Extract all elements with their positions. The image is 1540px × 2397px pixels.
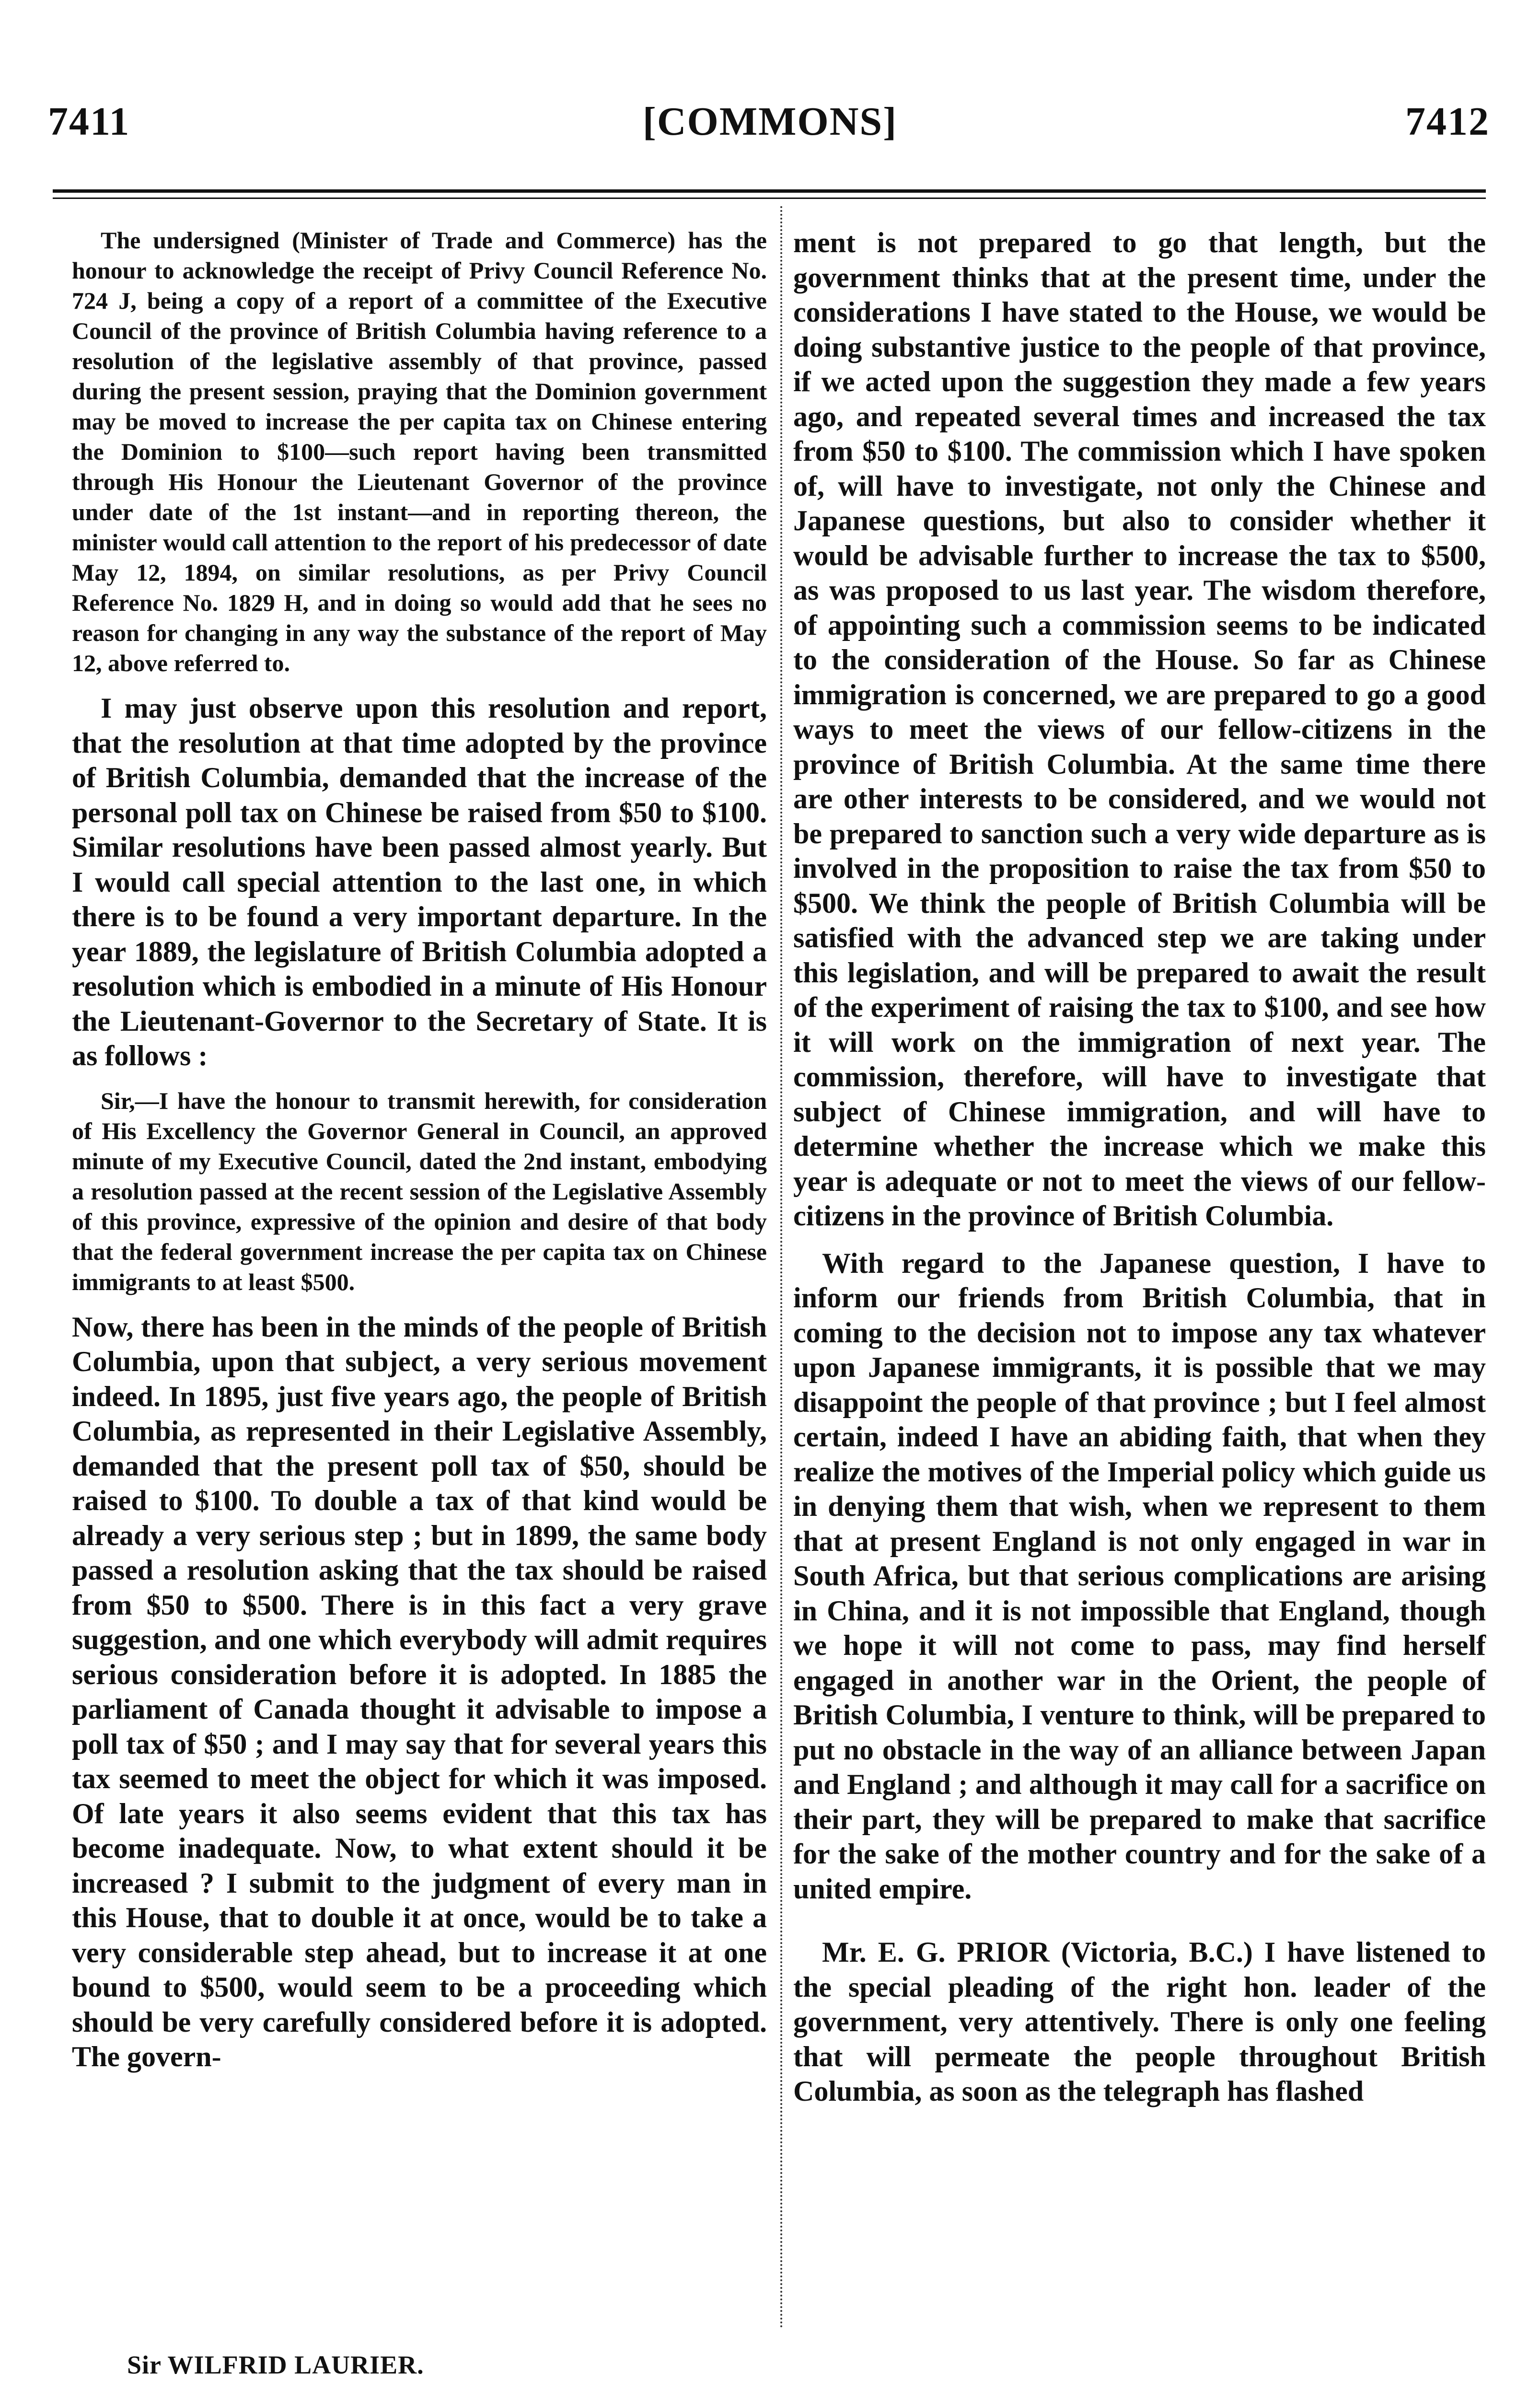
page-number-left: 7411 (48, 99, 130, 144)
column-divider (780, 206, 782, 2330)
quoted-report: The undersigned (Minister of Trade and Commerce) has the honour to acknowledge the receipt of Privy Council Reference No. 724 J, being a copy of a report of a committee of the Executive Council of the province of British Columbia having reference to a resolution of the legislative assembly of that province, passed during the present session, praying that the Dominion government may be moved to increase the per capita tax on Chinese entering the Dominion to $100—such report having been transmitted through His Honour the Lieutenant Governor of the province under date of the 1st instant—and in reporting thereon, the minister would call attention to the report of his predecessor of date May 12, 1894, on similar resolutions, as per Privy Council Reference No. 1829 H, and in doing so would add that he sees no reason for changing in any way the substance of the report of May 12, above referred to. (72, 227, 767, 676)
header-rule-thick (53, 189, 1486, 193)
footer-speaker: Sir WILFRID LAURIER. (127, 2350, 424, 2379)
body-paragraph: Now, there has been in the minds of the people of British Columbia, upon that subject, a very serious movement indeed. In 1895, just five years ago, the people of British Columbia, as represented in their Legislative Assembly, demanded that the present poll tax of $50, should be raised to $100. To double a tax of that kind would be already a very serious step ; but in 1899, the same body passed a resolution asking that the tax should be raised from $50 to $500. There is in this fact a very grave suggestion, and one which everybody will admit requires serious consideration before it is adopted. In 1885 the parliament of Canada thought it advisable to impose a poll tax of $50 ; and I may say that for several years this tax seemed to meet the object for which it was imposed. Of late years it also seems evident that this tax has become inadequate. Now, to what extent should it be increased ? I submit to the judgment of every man in this House, that to double it at once, would be to take a very considerable step ahead, but to increase it at one bound to $500, would seem to be a proceeding which should be very carefully considered before it is adopted. The govern- (72, 1311, 767, 2072)
body-paragraph: ment is not prepared to go that length, but the government thinks that at the present time, under the considerations I have stated to the House, we would be doing substantive justice to the people of that province, if we acted upon the suggestion they made a few years ago, and repeated several times and increased the tax from $50 to $100. The commission which I have spoken of, will have to investigate, not only the Chinese and Japanese questions, but also to consider whether it would be advisable further to increase the tax to $500, as was proposed to us last year. The wisdom therefore, of appointing such a commission seems to be indicated to the consideration of the House. So far as Chinese immigration is concerned, we are prepared to go a good ways to meet the views of our fellow-citizens in the province of British Columbia. At the same time there are other interests to be considered, and we would not be prepared to sanction such a very wide departure as is involved in the proposition to raise the tax from $50 to $500. We think the people of British Columbia will be satisfied with the advanced step we are taking under this legislation, and will be prepared to await the result of the experiment of raising the tax to $100, and see how it will work on the immigration of next year. The commission, therefore, will have to investigate that subject of Chinese immigration, and will have to determine whether the increase which we make this year is adequate or not to meet the views of our fellow-citizens in the province of British Columbia. (793, 227, 1486, 1232)
speaker-paragraph: Mr. E. G. PRIOR (Victoria, B.C.) I have listened to the special pleading of the right hon. leader of the government, very attentively. There is only one feeling that will permeate the people throughout British Columbia, as soon as the telegraph has flashed (793, 1936, 1486, 2107)
right-column (793, 225, 1486, 2109)
page-number-right: 7412 (1405, 99, 1490, 144)
body-paragraph: With regard to the Japanese question, I have to inform our friends from British Columbia, that in coming to the decision not to impose any tax whatever upon Japanese immigrants, it is possible that we may disappoint the people of that province ; but I feel almost certain, indeed I have an abiding faith, that when they realize the motives of the Imperial policy which guide us in denying them that wish, when we represent to them that at present England is not only engaged in war in South Africa, but that serious complications are arising in China, and it is not impossible that England, though we hope it will not come to pass, may find herself engaged in another war in the Orient, the people of British Columbia, I venture to think, will be prepared to put no obstacle in the way of an alliance between Japan and England ; and although it may call for a sacrifice on their part, they will be prepared to make that sacrifice for the sake of the mother country and for the sake of a united empire. (793, 1247, 1486, 1905)
header-rule-thin (53, 198, 1486, 199)
quoted-letter: Sir,—I have the honour to transmit herewith, for consideration of His Excellency the Governor General in Council, an approved minute of my Executive Council, dated the 2nd instant, embodying a resolution passed at the recent session of the Legislative Assembly of this province, expressive of the opinion and desire of that body that the federal government increase the per capita tax on Chinese immigrants to at least $500. (72, 1087, 767, 1295)
left-column (72, 225, 767, 2074)
body-paragraph: I may just observe upon this resolution and report, that the resolution at that time adopted by the province of British Columbia, demanded that the increase of the personal poll tax on Chinese be raised from $50 to $100. Similar resolutions have been passed almost yearly. But I would call special attention to the last one, in which there is to be found a very important departure. In the year 1889, the legislature of British Columbia adopted a resolution which is embodied in a minute of His Honour the Lieutenant-Governor to the Secretary of State. It is as follows : (72, 692, 767, 1071)
page-header-title: [COMMONS] (642, 99, 898, 144)
